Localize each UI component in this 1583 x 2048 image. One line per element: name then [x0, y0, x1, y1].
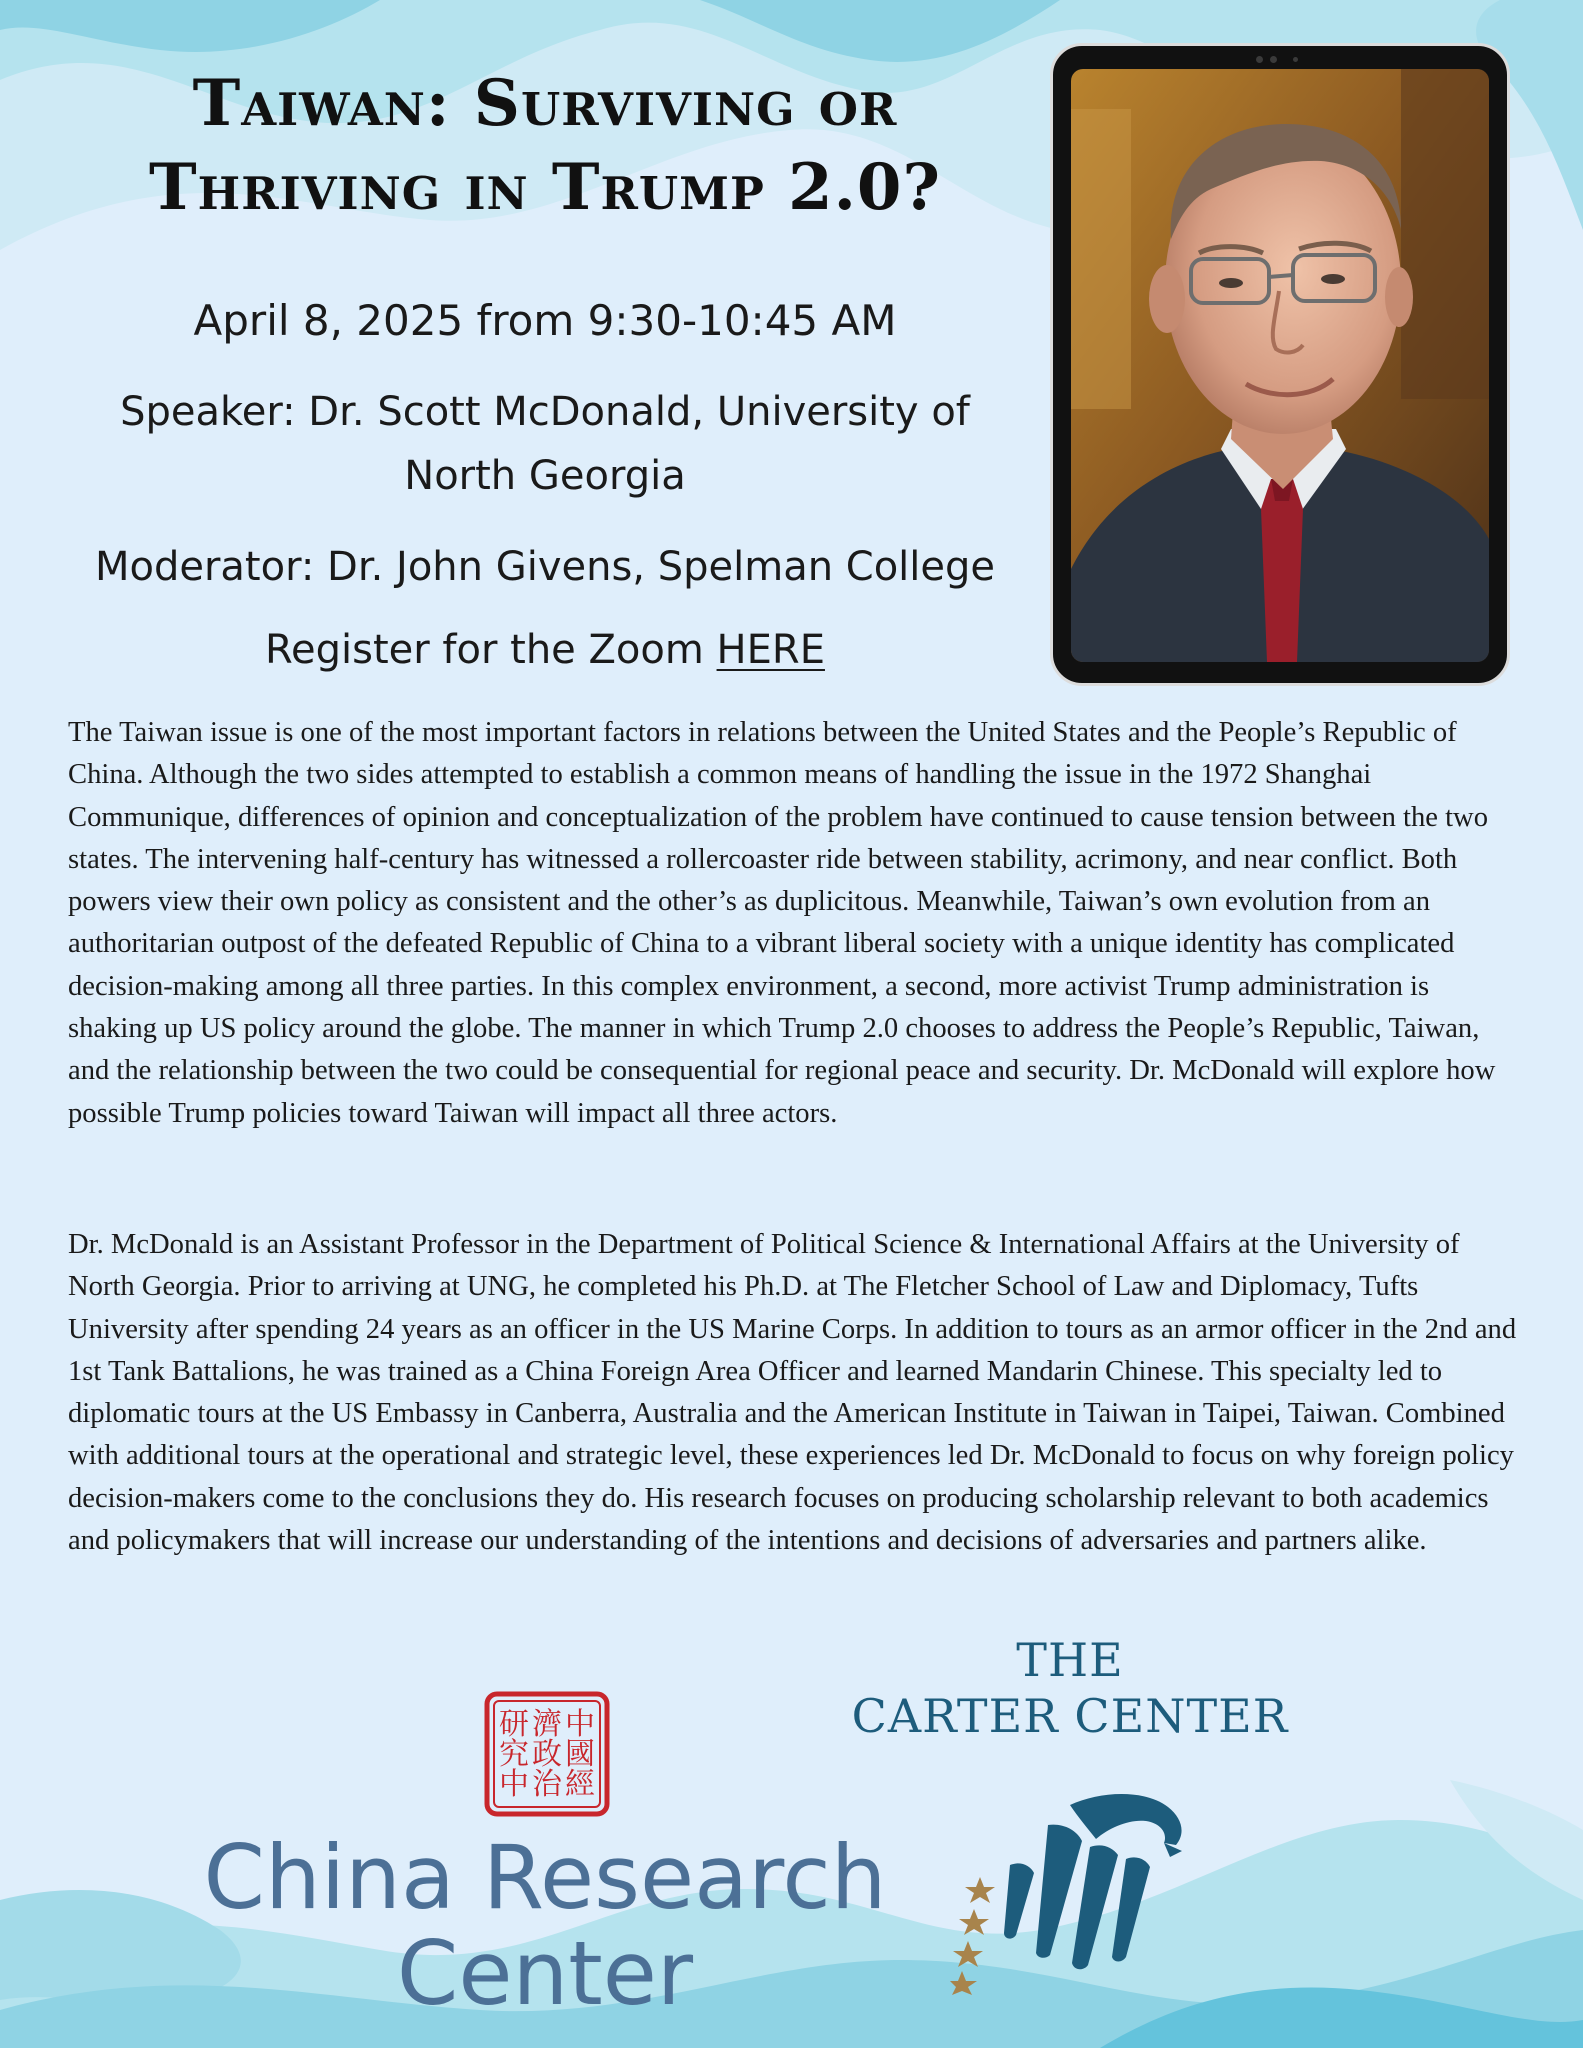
event-title-line2: Thriving in Trump 2.0?: [149, 150, 941, 225]
tablet-camera: [1238, 56, 1318, 64]
speaker-line1: Speaker: Dr. Scott McDonald, University of: [120, 389, 970, 435]
china-research-center-name: [200, 1826, 890, 2025]
event-title: [40, 62, 1050, 230]
event-date: April 8, 2025 from 9:30-10:45 AM: [193, 296, 897, 345]
crc-line2: Center: [396, 1922, 694, 2025]
seal-char: 研: [499, 1707, 529, 1742]
carter-center-name: [820, 1632, 1320, 1744]
event-description: The Taiwan issue is one of the most important factors in relations between the United States and the People’s Republic of China. Although the two sides attempted to establish a common means of handling the issue in the 1972 Shanghai Communique, differences of opinion and conceptualization of the problem have continued to cause tension between the two states. The intervening half-century has witnessed a rollercoaster ride between stability, acrimony, and near conflict. Both powers view their own policy as consistent and the other’s as duplicitous. Meanwhile, Taiwan’s own evolution from an authoritarian outpost of the defeated Republic of China to a vibrant liberal society with a unique identity has complicated decision-making among all three parties. In this complex environment, a second, more activist Trump administration is shaking up US policy around the globe. The manner in which Trump 2.0 chooses to address the People’s Republic, Taiwan, and the relationship between the two could be consequential for regional peace and security. Dr. McDonald will explore how possible Trump policies toward Taiwan will impact all three actors.: [68, 717, 1496, 1129]
eagle-logo-icon: [950, 1785, 1190, 1995]
register-prefix: Register for the Zoom: [265, 627, 717, 673]
speaker-portrait-icon: [1071, 69, 1489, 662]
seal-char: 濟: [532, 1707, 562, 1742]
tablet-frame: [1050, 43, 1510, 686]
seal-char: 治: [532, 1767, 562, 1802]
seal-char: 國: [565, 1737, 595, 1772]
seal-char: 中: [499, 1767, 529, 1802]
seal-char: 經: [565, 1767, 595, 1802]
carter-line1: THE: [1016, 1633, 1124, 1687]
carter-line2: CARTER CENTER: [851, 1689, 1289, 1743]
seal-char: 中: [565, 1707, 595, 1742]
event-moderator: Moderator: Dr. John Givens, Spelman College: [94, 544, 996, 590]
speaker-line2: North Georgia: [404, 453, 686, 499]
event-speaker: [40, 380, 1050, 508]
speaker-bio: Dr. McDonald is an Assistant Professor in the Department of Political Science & International Affairs at the University of North Georgia. Prior to arriving at UNG, he completed his Ph.D. at The Fletcher School of Law and Diplomacy, Tufts University after spending 24 years as an officer in the US Marine Corps. In addition to tours as an armor officer in the 2nd and 1st Tank Battalions, he was trained as a China Foreign Area Officer and learned Mandarin Chinese. This specialty led to diplomatic tours at the US Embassy in Canberra, Australia and the American Institute in Taiwan in Taipei, Taiwan. Combined with additional tours at the operational and strategic level, these experiences led Dr. McDonald to focus on why foreign policy decision-makers come to the conclusions they do. His research focuses on producing scholarship relevant to both academics and policymakers that will increase our understanding of the intentions and decisions of adversaries and partners alike.: [68, 1229, 1517, 1557]
seal-char: 政: [532, 1737, 562, 1772]
china-research-center-seal-icon: [483, 1690, 611, 1818]
register-link[interactable]: HERE: [716, 627, 825, 673]
register-line: [40, 618, 1050, 682]
seal-char: 究: [499, 1737, 529, 1772]
speaker-photo: [1071, 69, 1489, 662]
event-title-line1: Taiwan: Surviving or: [192, 66, 898, 141]
crc-line1: China Research: [203, 1826, 887, 1929]
